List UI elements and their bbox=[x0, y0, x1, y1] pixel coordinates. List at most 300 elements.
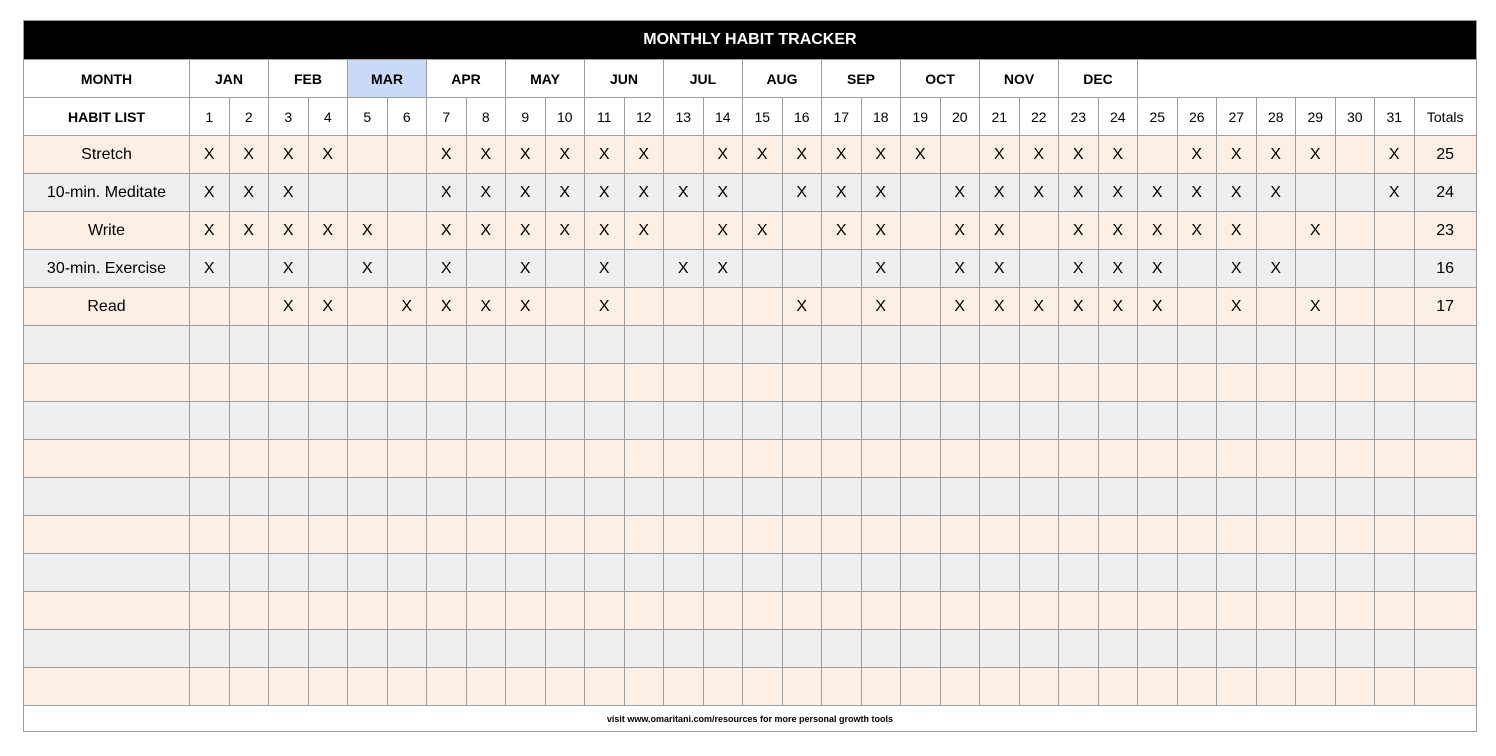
habit-mark-cell[interactable]: X bbox=[1138, 174, 1178, 212]
habit-mark-cell[interactable] bbox=[1098, 364, 1138, 402]
day-header-cell[interactable]: 23 bbox=[1059, 98, 1099, 136]
habit-mark-cell[interactable] bbox=[1177, 478, 1217, 516]
habit-mark-cell[interactable]: X bbox=[506, 212, 546, 250]
habit-mark-cell[interactable] bbox=[466, 364, 506, 402]
habit-mark-cell[interactable] bbox=[901, 174, 941, 212]
habit-mark-cell[interactable]: X bbox=[427, 174, 467, 212]
habit-mark-cell[interactable] bbox=[269, 668, 309, 706]
day-header-cell[interactable]: 21 bbox=[980, 98, 1020, 136]
habit-mark-cell[interactable] bbox=[348, 554, 388, 592]
habit-mark-cell[interactable] bbox=[348, 478, 388, 516]
habit-mark-cell[interactable] bbox=[506, 516, 546, 554]
habit-mark-cell[interactable] bbox=[506, 630, 546, 668]
habit-mark-cell[interactable] bbox=[229, 364, 269, 402]
habit-mark-cell[interactable] bbox=[822, 440, 862, 478]
habit-mark-cell[interactable] bbox=[1098, 478, 1138, 516]
habit-mark-cell[interactable]: X bbox=[822, 212, 862, 250]
habit-mark-cell[interactable] bbox=[1217, 402, 1257, 440]
habit-mark-cell[interactable]: X bbox=[1138, 250, 1178, 288]
habit-mark-cell[interactable] bbox=[387, 174, 427, 212]
habit-mark-cell[interactable] bbox=[1098, 592, 1138, 630]
habit-mark-cell[interactable]: X bbox=[190, 250, 230, 288]
habit-mark-cell[interactable] bbox=[1335, 440, 1375, 478]
habit-mark-cell[interactable] bbox=[545, 592, 585, 630]
habit-mark-cell[interactable] bbox=[387, 440, 427, 478]
habit-name-cell[interactable]: Read bbox=[24, 288, 190, 326]
habit-mark-cell[interactable] bbox=[1296, 250, 1336, 288]
habit-mark-cell[interactable]: X bbox=[1375, 136, 1415, 174]
habit-name-cell[interactable] bbox=[24, 668, 190, 706]
month-cell-jul[interactable]: JUL bbox=[664, 60, 743, 98]
habit-mark-cell[interactable]: X bbox=[585, 136, 625, 174]
habit-mark-cell[interactable] bbox=[1256, 668, 1296, 706]
habit-mark-cell[interactable] bbox=[901, 288, 941, 326]
habit-mark-cell[interactable] bbox=[624, 364, 664, 402]
day-header-cell[interactable]: 20 bbox=[940, 98, 980, 136]
habit-mark-cell[interactable] bbox=[1296, 592, 1336, 630]
habit-mark-cell[interactable] bbox=[1375, 250, 1415, 288]
habit-mark-cell[interactable] bbox=[822, 250, 862, 288]
habit-mark-cell[interactable]: X bbox=[1059, 136, 1099, 174]
habit-mark-cell[interactable] bbox=[901, 212, 941, 250]
habit-mark-cell[interactable] bbox=[387, 212, 427, 250]
habit-mark-cell[interactable]: X bbox=[585, 288, 625, 326]
habit-mark-cell[interactable]: X bbox=[585, 250, 625, 288]
habit-mark-cell[interactable] bbox=[743, 630, 783, 668]
habit-mark-cell[interactable] bbox=[387, 364, 427, 402]
habit-mark-cell[interactable] bbox=[861, 364, 901, 402]
habit-mark-cell[interactable] bbox=[822, 402, 862, 440]
habit-name-cell[interactable] bbox=[24, 478, 190, 516]
habit-mark-cell[interactable] bbox=[624, 516, 664, 554]
habit-mark-cell[interactable] bbox=[782, 250, 822, 288]
habit-mark-cell[interactable] bbox=[585, 668, 625, 706]
day-header-cell[interactable]: 25 bbox=[1138, 98, 1178, 136]
day-header-cell[interactable]: 6 bbox=[387, 98, 427, 136]
habit-mark-cell[interactable] bbox=[1256, 212, 1296, 250]
habit-mark-cell[interactable] bbox=[782, 364, 822, 402]
habit-mark-cell[interactable]: X bbox=[1217, 288, 1257, 326]
habit-mark-cell[interactable] bbox=[980, 364, 1020, 402]
habit-total-cell[interactable] bbox=[1414, 326, 1476, 364]
habit-mark-cell[interactable] bbox=[1256, 288, 1296, 326]
habit-mark-cell[interactable]: X bbox=[703, 212, 743, 250]
habit-mark-cell[interactable] bbox=[229, 288, 269, 326]
habit-mark-cell[interactable]: X bbox=[1256, 174, 1296, 212]
day-header-cell[interactable]: 26 bbox=[1177, 98, 1217, 136]
habit-mark-cell[interactable] bbox=[1296, 326, 1336, 364]
habit-mark-cell[interactable] bbox=[940, 516, 980, 554]
habit-mark-cell[interactable] bbox=[1059, 554, 1099, 592]
habit-mark-cell[interactable]: X bbox=[1217, 212, 1257, 250]
habit-mark-cell[interactable]: X bbox=[466, 212, 506, 250]
habit-mark-cell[interactable] bbox=[545, 402, 585, 440]
habit-mark-cell[interactable] bbox=[427, 326, 467, 364]
habit-mark-cell[interactable] bbox=[585, 364, 625, 402]
day-header-cell[interactable]: 4 bbox=[308, 98, 348, 136]
habit-mark-cell[interactable] bbox=[1177, 440, 1217, 478]
habit-mark-cell[interactable]: X bbox=[308, 288, 348, 326]
habit-mark-cell[interactable] bbox=[190, 288, 230, 326]
habit-mark-cell[interactable]: X bbox=[466, 136, 506, 174]
habit-total-cell[interactable] bbox=[1414, 516, 1476, 554]
habit-mark-cell[interactable]: X bbox=[1059, 288, 1099, 326]
habit-mark-cell[interactable] bbox=[1098, 440, 1138, 478]
habit-mark-cell[interactable]: X bbox=[387, 288, 427, 326]
habit-mark-cell[interactable] bbox=[861, 668, 901, 706]
habit-mark-cell[interactable] bbox=[1019, 440, 1059, 478]
habit-mark-cell[interactable] bbox=[1138, 364, 1178, 402]
habit-mark-cell[interactable]: X bbox=[1296, 136, 1336, 174]
habit-mark-cell[interactable] bbox=[861, 326, 901, 364]
habit-mark-cell[interactable] bbox=[1375, 288, 1415, 326]
habit-mark-cell[interactable] bbox=[269, 478, 309, 516]
habit-mark-cell[interactable] bbox=[348, 630, 388, 668]
habit-mark-cell[interactable] bbox=[545, 440, 585, 478]
habit-mark-cell[interactable] bbox=[624, 326, 664, 364]
habit-mark-cell[interactable]: X bbox=[664, 250, 704, 288]
habit-mark-cell[interactable] bbox=[664, 630, 704, 668]
day-header-cell[interactable]: 8 bbox=[466, 98, 506, 136]
habit-mark-cell[interactable]: X bbox=[980, 174, 1020, 212]
habit-mark-cell[interactable] bbox=[466, 402, 506, 440]
habit-mark-cell[interactable]: X bbox=[664, 174, 704, 212]
habit-mark-cell[interactable]: X bbox=[980, 136, 1020, 174]
habit-mark-cell[interactable]: X bbox=[1177, 136, 1217, 174]
habit-mark-cell[interactable]: X bbox=[624, 212, 664, 250]
habit-mark-cell[interactable] bbox=[427, 668, 467, 706]
habit-mark-cell[interactable] bbox=[1019, 326, 1059, 364]
day-header-cell[interactable]: 22 bbox=[1019, 98, 1059, 136]
habit-mark-cell[interactable] bbox=[1138, 402, 1178, 440]
habit-mark-cell[interactable]: X bbox=[703, 174, 743, 212]
habit-mark-cell[interactable] bbox=[348, 668, 388, 706]
habit-mark-cell[interactable] bbox=[1177, 668, 1217, 706]
habit-mark-cell[interactable] bbox=[1296, 478, 1336, 516]
habit-mark-cell[interactable]: X bbox=[782, 136, 822, 174]
habit-mark-cell[interactable] bbox=[980, 402, 1020, 440]
habit-mark-cell[interactable] bbox=[1019, 554, 1059, 592]
habit-mark-cell[interactable] bbox=[1098, 326, 1138, 364]
habit-mark-cell[interactable]: X bbox=[861, 288, 901, 326]
habit-mark-cell[interactable] bbox=[664, 402, 704, 440]
habit-mark-cell[interactable] bbox=[782, 212, 822, 250]
month-cell-jan[interactable]: JAN bbox=[190, 60, 269, 98]
habit-mark-cell[interactable]: X bbox=[1059, 250, 1099, 288]
habit-mark-cell[interactable] bbox=[269, 630, 309, 668]
habit-mark-cell[interactable] bbox=[387, 630, 427, 668]
habit-mark-cell[interactable]: X bbox=[743, 212, 783, 250]
habit-mark-cell[interactable] bbox=[1375, 326, 1415, 364]
habit-mark-cell[interactable] bbox=[269, 440, 309, 478]
habit-mark-cell[interactable] bbox=[743, 364, 783, 402]
habit-mark-cell[interactable] bbox=[1256, 364, 1296, 402]
habit-mark-cell[interactable]: X bbox=[1138, 288, 1178, 326]
habit-mark-cell[interactable] bbox=[1059, 668, 1099, 706]
habit-mark-cell[interactable]: X bbox=[427, 212, 467, 250]
month-cell-sep[interactable]: SEP bbox=[822, 60, 901, 98]
habit-mark-cell[interactable]: X bbox=[1019, 136, 1059, 174]
habit-mark-cell[interactable] bbox=[664, 592, 704, 630]
totals-header-cell[interactable]: Totals bbox=[1414, 98, 1476, 136]
habit-mark-cell[interactable]: X bbox=[348, 212, 388, 250]
habit-mark-cell[interactable] bbox=[506, 554, 546, 592]
habit-mark-cell[interactable] bbox=[940, 630, 980, 668]
habit-mark-cell[interactable] bbox=[1217, 440, 1257, 478]
habit-mark-cell[interactable] bbox=[782, 478, 822, 516]
habit-mark-cell[interactable] bbox=[703, 440, 743, 478]
habit-mark-cell[interactable] bbox=[308, 554, 348, 592]
habit-mark-cell[interactable] bbox=[861, 402, 901, 440]
habit-mark-cell[interactable]: X bbox=[506, 174, 546, 212]
habit-mark-cell[interactable] bbox=[506, 364, 546, 402]
month-cell-dec[interactable]: DEC bbox=[1059, 60, 1138, 98]
habit-mark-cell[interactable] bbox=[308, 668, 348, 706]
habit-mark-cell[interactable]: X bbox=[506, 136, 546, 174]
habit-mark-cell[interactable] bbox=[901, 326, 941, 364]
habit-mark-cell[interactable] bbox=[1217, 364, 1257, 402]
month-cell-nov[interactable]: NOV bbox=[980, 60, 1059, 98]
habit-mark-cell[interactable] bbox=[585, 326, 625, 364]
habit-mark-cell[interactable] bbox=[664, 478, 704, 516]
habit-mark-cell[interactable] bbox=[545, 668, 585, 706]
habit-mark-cell[interactable] bbox=[466, 668, 506, 706]
habit-mark-cell[interactable] bbox=[1059, 478, 1099, 516]
habit-mark-cell[interactable] bbox=[624, 478, 664, 516]
habit-mark-cell[interactable]: X bbox=[980, 250, 1020, 288]
day-header-cell[interactable]: 13 bbox=[664, 98, 704, 136]
habit-mark-cell[interactable]: X bbox=[1138, 212, 1178, 250]
habit-mark-cell[interactable] bbox=[1256, 592, 1296, 630]
habit-mark-cell[interactable] bbox=[1019, 478, 1059, 516]
habit-mark-cell[interactable] bbox=[229, 516, 269, 554]
habit-mark-cell[interactable] bbox=[466, 478, 506, 516]
habit-name-cell[interactable]: 30-min. Exercise bbox=[24, 250, 190, 288]
habit-mark-cell[interactable] bbox=[387, 250, 427, 288]
habit-mark-cell[interactable] bbox=[1019, 364, 1059, 402]
habit-mark-cell[interactable] bbox=[545, 478, 585, 516]
habit-mark-cell[interactable] bbox=[664, 136, 704, 174]
habit-mark-cell[interactable]: X bbox=[940, 250, 980, 288]
habit-mark-cell[interactable] bbox=[980, 440, 1020, 478]
habit-mark-cell[interactable] bbox=[703, 592, 743, 630]
habit-mark-cell[interactable] bbox=[1375, 440, 1415, 478]
habit-total-cell[interactable]: 24 bbox=[1414, 174, 1476, 212]
habit-mark-cell[interactable] bbox=[506, 440, 546, 478]
habit-mark-cell[interactable] bbox=[1335, 136, 1375, 174]
habit-mark-cell[interactable] bbox=[822, 592, 862, 630]
day-header-cell[interactable]: 7 bbox=[427, 98, 467, 136]
habit-mark-cell[interactable]: X bbox=[940, 174, 980, 212]
habit-mark-cell[interactable] bbox=[822, 326, 862, 364]
habit-mark-cell[interactable] bbox=[1138, 516, 1178, 554]
habit-mark-cell[interactable] bbox=[703, 288, 743, 326]
habit-mark-cell[interactable] bbox=[308, 630, 348, 668]
habit-name-cell[interactable]: Stretch bbox=[24, 136, 190, 174]
habit-mark-cell[interactable] bbox=[466, 554, 506, 592]
habit-mark-cell[interactable]: X bbox=[1256, 250, 1296, 288]
habit-mark-cell[interactable] bbox=[1138, 326, 1178, 364]
habit-mark-cell[interactable] bbox=[940, 668, 980, 706]
habit-mark-cell[interactable] bbox=[1335, 668, 1375, 706]
habit-mark-cell[interactable]: X bbox=[1177, 174, 1217, 212]
habit-mark-cell[interactable] bbox=[387, 478, 427, 516]
habit-mark-cell[interactable] bbox=[1098, 668, 1138, 706]
habit-mark-cell[interactable]: X bbox=[940, 212, 980, 250]
habit-mark-cell[interactable] bbox=[229, 668, 269, 706]
habit-mark-cell[interactable] bbox=[624, 668, 664, 706]
habit-mark-cell[interactable]: X bbox=[980, 288, 1020, 326]
habit-mark-cell[interactable]: X bbox=[703, 250, 743, 288]
habit-name-cell[interactable] bbox=[24, 326, 190, 364]
habit-mark-cell[interactable] bbox=[229, 478, 269, 516]
habit-mark-cell[interactable] bbox=[1177, 554, 1217, 592]
habit-mark-cell[interactable] bbox=[1059, 592, 1099, 630]
habit-mark-cell[interactable]: X bbox=[585, 212, 625, 250]
habit-mark-cell[interactable] bbox=[1098, 516, 1138, 554]
habit-mark-cell[interactable] bbox=[545, 364, 585, 402]
habit-mark-cell[interactable] bbox=[822, 668, 862, 706]
habit-mark-cell[interactable] bbox=[387, 554, 427, 592]
habit-mark-cell[interactable] bbox=[743, 440, 783, 478]
habit-name-cell[interactable] bbox=[24, 402, 190, 440]
habit-mark-cell[interactable] bbox=[743, 668, 783, 706]
habit-mark-cell[interactable] bbox=[229, 402, 269, 440]
habit-mark-cell[interactable] bbox=[427, 402, 467, 440]
habit-name-cell[interactable] bbox=[24, 630, 190, 668]
habit-mark-cell[interactable]: X bbox=[861, 136, 901, 174]
habit-mark-cell[interactable] bbox=[940, 364, 980, 402]
day-header-cell[interactable]: 30 bbox=[1335, 98, 1375, 136]
month-label-cell[interactable]: MONTH bbox=[24, 60, 190, 98]
habit-mark-cell[interactable] bbox=[506, 326, 546, 364]
habit-mark-cell[interactable] bbox=[1019, 592, 1059, 630]
habit-mark-cell[interactable] bbox=[1059, 440, 1099, 478]
habit-mark-cell[interactable] bbox=[1177, 288, 1217, 326]
day-header-cell[interactable]: 19 bbox=[901, 98, 941, 136]
habit-mark-cell[interactable] bbox=[980, 516, 1020, 554]
habit-mark-cell[interactable] bbox=[940, 554, 980, 592]
habit-mark-cell[interactable] bbox=[229, 326, 269, 364]
habit-mark-cell[interactable] bbox=[782, 402, 822, 440]
habit-mark-cell[interactable] bbox=[190, 364, 230, 402]
habit-mark-cell[interactable] bbox=[940, 326, 980, 364]
habit-mark-cell[interactable] bbox=[901, 402, 941, 440]
habit-mark-cell[interactable]: X bbox=[1019, 174, 1059, 212]
habit-mark-cell[interactable]: X bbox=[427, 288, 467, 326]
habit-mark-cell[interactable] bbox=[348, 402, 388, 440]
habit-mark-cell[interactable] bbox=[901, 478, 941, 516]
habit-mark-cell[interactable] bbox=[348, 174, 388, 212]
habit-mark-cell[interactable] bbox=[861, 592, 901, 630]
habit-mark-cell[interactable] bbox=[1059, 364, 1099, 402]
habit-mark-cell[interactable] bbox=[585, 402, 625, 440]
habit-mark-cell[interactable] bbox=[822, 364, 862, 402]
habit-mark-cell[interactable] bbox=[980, 478, 1020, 516]
habit-mark-cell[interactable]: X bbox=[269, 250, 309, 288]
habit-mark-cell[interactable] bbox=[269, 402, 309, 440]
day-header-cell[interactable]: 28 bbox=[1256, 98, 1296, 136]
habit-mark-cell[interactable]: X bbox=[308, 212, 348, 250]
habit-mark-cell[interactable] bbox=[1375, 668, 1415, 706]
habit-mark-cell[interactable] bbox=[861, 554, 901, 592]
habit-mark-cell[interactable] bbox=[1296, 402, 1336, 440]
habit-mark-cell[interactable]: X bbox=[506, 250, 546, 288]
habit-total-cell[interactable] bbox=[1414, 554, 1476, 592]
habit-mark-cell[interactable] bbox=[980, 554, 1020, 592]
habit-mark-cell[interactable] bbox=[861, 630, 901, 668]
habit-mark-cell[interactable]: X bbox=[782, 288, 822, 326]
habit-mark-cell[interactable] bbox=[585, 630, 625, 668]
habit-mark-cell[interactable]: X bbox=[1059, 174, 1099, 212]
habit-mark-cell[interactable] bbox=[1217, 592, 1257, 630]
habit-mark-cell[interactable] bbox=[348, 516, 388, 554]
habit-mark-cell[interactable] bbox=[1256, 516, 1296, 554]
habit-mark-cell[interactable] bbox=[743, 516, 783, 554]
habit-mark-cell[interactable] bbox=[703, 364, 743, 402]
habit-mark-cell[interactable] bbox=[190, 402, 230, 440]
habit-mark-cell[interactable] bbox=[1019, 250, 1059, 288]
habit-mark-cell[interactable] bbox=[269, 326, 309, 364]
habit-mark-cell[interactable] bbox=[308, 250, 348, 288]
habit-mark-cell[interactable]: X bbox=[940, 288, 980, 326]
habit-mark-cell[interactable] bbox=[980, 592, 1020, 630]
habit-mark-cell[interactable] bbox=[1059, 326, 1099, 364]
habit-name-cell[interactable] bbox=[24, 364, 190, 402]
habit-mark-cell[interactable] bbox=[466, 440, 506, 478]
habit-mark-cell[interactable] bbox=[1177, 630, 1217, 668]
habit-mark-cell[interactable] bbox=[1335, 364, 1375, 402]
habit-mark-cell[interactable] bbox=[1296, 516, 1336, 554]
habit-mark-cell[interactable] bbox=[743, 554, 783, 592]
habit-mark-cell[interactable] bbox=[387, 592, 427, 630]
habit-mark-cell[interactable] bbox=[190, 630, 230, 668]
habit-mark-cell[interactable] bbox=[1098, 402, 1138, 440]
habit-mark-cell[interactable] bbox=[427, 630, 467, 668]
habit-mark-cell[interactable] bbox=[190, 478, 230, 516]
habit-mark-cell[interactable] bbox=[703, 668, 743, 706]
habit-mark-cell[interactable]: X bbox=[466, 288, 506, 326]
habit-mark-cell[interactable]: X bbox=[1217, 174, 1257, 212]
habit-mark-cell[interactable] bbox=[1375, 478, 1415, 516]
day-header-cell[interactable]: 3 bbox=[269, 98, 309, 136]
habit-mark-cell[interactable]: X bbox=[901, 136, 941, 174]
month-cell-jun[interactable]: JUN bbox=[585, 60, 664, 98]
habit-mark-cell[interactable] bbox=[427, 478, 467, 516]
habit-mark-cell[interactable] bbox=[624, 250, 664, 288]
habit-mark-cell[interactable] bbox=[545, 554, 585, 592]
habit-mark-cell[interactable] bbox=[743, 402, 783, 440]
habit-mark-cell[interactable] bbox=[1296, 668, 1336, 706]
habit-mark-cell[interactable] bbox=[269, 554, 309, 592]
habit-mark-cell[interactable] bbox=[901, 440, 941, 478]
habit-mark-cell[interactable]: X bbox=[1098, 174, 1138, 212]
habit-mark-cell[interactable]: X bbox=[229, 212, 269, 250]
habit-mark-cell[interactable] bbox=[743, 326, 783, 364]
habit-mark-cell[interactable] bbox=[1138, 668, 1178, 706]
habit-mark-cell[interactable] bbox=[1217, 516, 1257, 554]
habit-mark-cell[interactable] bbox=[743, 478, 783, 516]
habit-name-cell[interactable]: 10-min. Meditate bbox=[24, 174, 190, 212]
habit-mark-cell[interactable] bbox=[1138, 478, 1178, 516]
habit-mark-cell[interactable] bbox=[1217, 668, 1257, 706]
habit-mark-cell[interactable] bbox=[624, 554, 664, 592]
habit-mark-cell[interactable]: X bbox=[427, 250, 467, 288]
habit-mark-cell[interactable] bbox=[940, 478, 980, 516]
habit-mark-cell[interactable] bbox=[190, 554, 230, 592]
habit-mark-cell[interactable] bbox=[269, 516, 309, 554]
habit-mark-cell[interactable] bbox=[387, 668, 427, 706]
